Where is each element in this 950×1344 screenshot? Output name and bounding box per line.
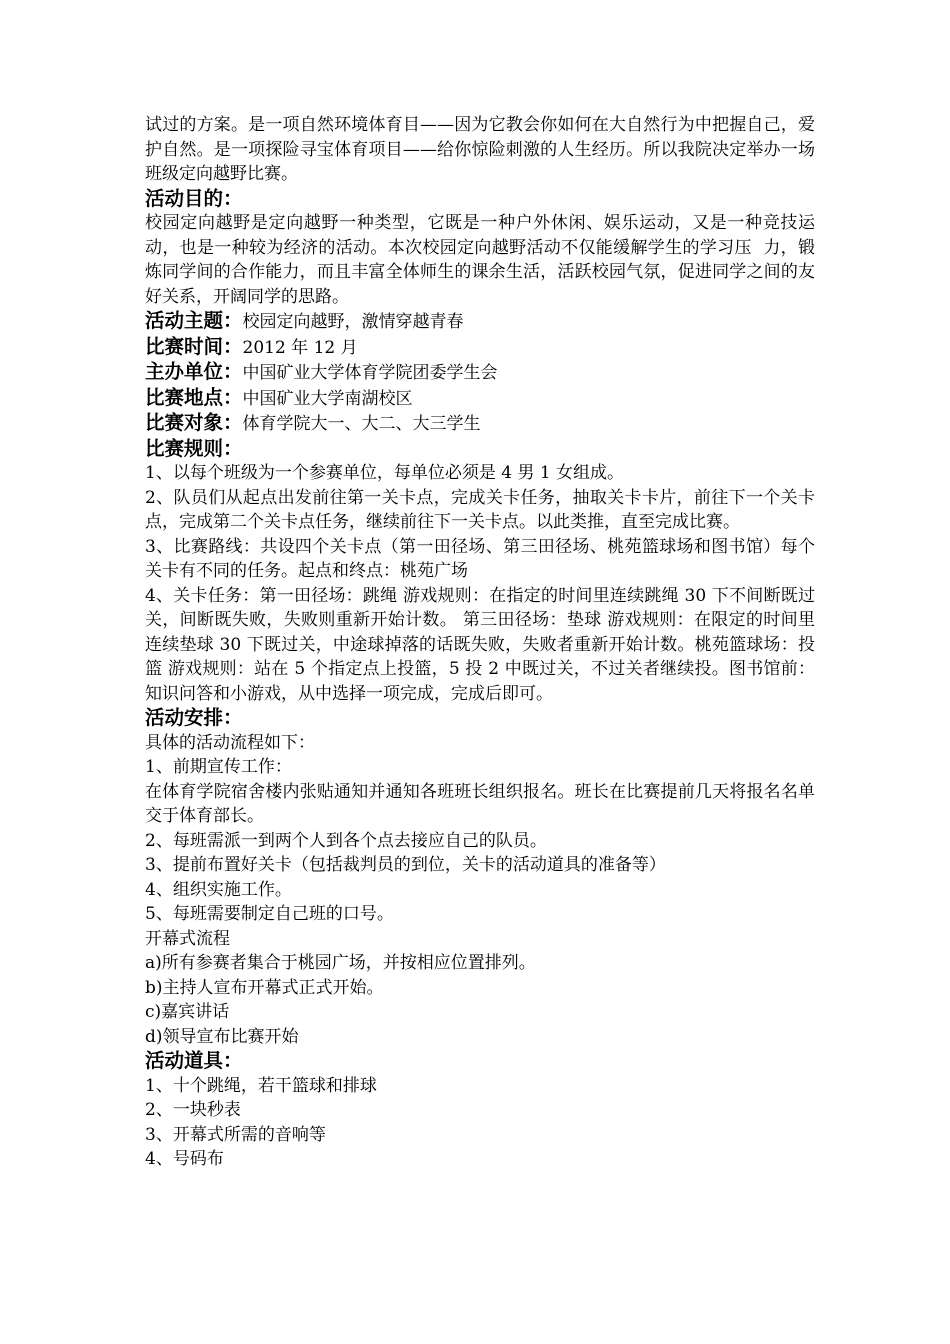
- props-heading: 活动道具：: [145, 1049, 243, 1072]
- organizer-value: 中国矿业大学体育学院团委学生会: [242, 363, 498, 383]
- rule-item: 4、关卡任务：第一田径场：跳绳 游戏规则：在指定的时间里连续跳绳 30 下不间断既过关，间断既失败，失败则重新开始计数。 第三田径场：垫球 游戏规则：在限定的时间里连续垫球 30 下既过关，中途球掉落的话既失败，失败者重新开始计数。桃苑篮球场：投篮 游戏规则：站在 5 个指定点上投篮，5 投 2 中既过关，不过关者继续投。图书馆前：知识问答和小游戏，从中选择一项完成，完成后即可。: [145, 585, 815, 704]
- arrangement-line: 4、组织实施工作。: [145, 879, 292, 900]
- arrangement-line: b)主持人宣布开幕式正式开始。: [145, 977, 384, 998]
- participants-label: 比赛对象：: [145, 411, 243, 434]
- props-item: 3、开幕式所需的音响等: [145, 1124, 326, 1145]
- arrangement-line: 1、前期宣传工作：: [145, 757, 292, 777]
- location-label: 比赛地点：: [145, 385, 243, 409]
- arrangement-line: 3、提前布置好关卡（包括裁判员的到位，关卡的活动道具的准备等）: [145, 855, 666, 875]
- arrangement-line: 开幕式流程: [145, 928, 230, 949]
- arrangement-line: d)领导宣布比赛开始: [145, 1026, 299, 1047]
- time-line: [145, 335, 815, 361]
- location-line: [145, 386, 815, 412]
- organizer-line: [145, 360, 815, 386]
- arrangement-line: a)所有参赛者集合于桃园广场，并按相应位置排列。: [145, 953, 536, 973]
- location-value: 中国矿业大学南湖校区: [242, 388, 413, 409]
- theme-label: 活动主题：: [145, 309, 243, 332]
- organizer-label: 主办单位：: [145, 360, 243, 383]
- props-item: 2、一块秒表: [145, 1100, 241, 1120]
- participants-line: [145, 411, 815, 437]
- rule-item: 2、队员们从起点出发前往第一关卡点，完成关卡任务，抽取关卡卡片，前往下一个关卡点，完成第二个关卡点任务，继续前往下一关卡点。以此类推，直至完成比赛。: [145, 487, 815, 532]
- time-value: 2012 年 12 月: [242, 337, 358, 358]
- time-label: 比赛时间：: [145, 334, 243, 358]
- rules-heading: 比赛规则：: [145, 436, 243, 460]
- document-body: [145, 113, 815, 1172]
- arrangement-line: 2、每班需派一到两个人到各个点去接应自己的队员。: [145, 830, 547, 851]
- purpose-paragraph: 校园定向越野是定向越野一种类型，它既是一种户外休闲、娱乐运动，又是一种竞技运动，也是一种较为经济的活动。本次校园定向越野活动不仅能缓解学生的学习压 力，锻炼同学间的合作能力，而且丰富全体师生的课余生活，活跃校园气氛，促进同学之间的友好关系，开阔同学的思路。: [145, 213, 815, 307]
- rule-item: 3、比赛路线：共设四个关卡点（第一田径场、第三田径场、桃苑篮球场和图书馆）每个关卡有不同的任务。起点和终点：桃苑广场: [145, 536, 815, 581]
- arrangement-line: 具体的活动流程如下：: [145, 732, 315, 753]
- purpose-heading: 活动目的：: [145, 186, 243, 210]
- arrangement-line: 在体育学院宿舍楼内张贴通知并通知各班班长组织报名。班长在比赛提前几天将报名名单交于体育部长。: [145, 781, 815, 826]
- participants-value: 体育学院大一、大二、大三学生: [242, 414, 481, 434]
- theme-line: [145, 309, 815, 335]
- intro-paragraph: 试过的方案。是一项自然环境体育目——因为它教会你如何在大自然行为中把握自己，爱护自然。是一项探险寻宝体育项目——给你惊险刺激的人生经历。所以我院决定举办一场班级定向越野比赛。: [145, 115, 815, 184]
- theme-value: 校园定向越野，激情穿越青春: [242, 312, 464, 332]
- props-item: 1、十个跳绳，若干篮球和排球: [145, 1075, 377, 1096]
- props-item: 4、号码布: [145, 1149, 224, 1169]
- rule-item: 1、以每个班级为一个参赛单位，每单位必须是 4 男 1 女组成。: [145, 463, 625, 483]
- arrangement-line: c)嘉宾讲话: [145, 1002, 230, 1022]
- arrangement-heading: 活动安排：: [145, 706, 243, 729]
- arrangement-line: 5、每班需要制定自己班的口号。: [145, 904, 394, 924]
